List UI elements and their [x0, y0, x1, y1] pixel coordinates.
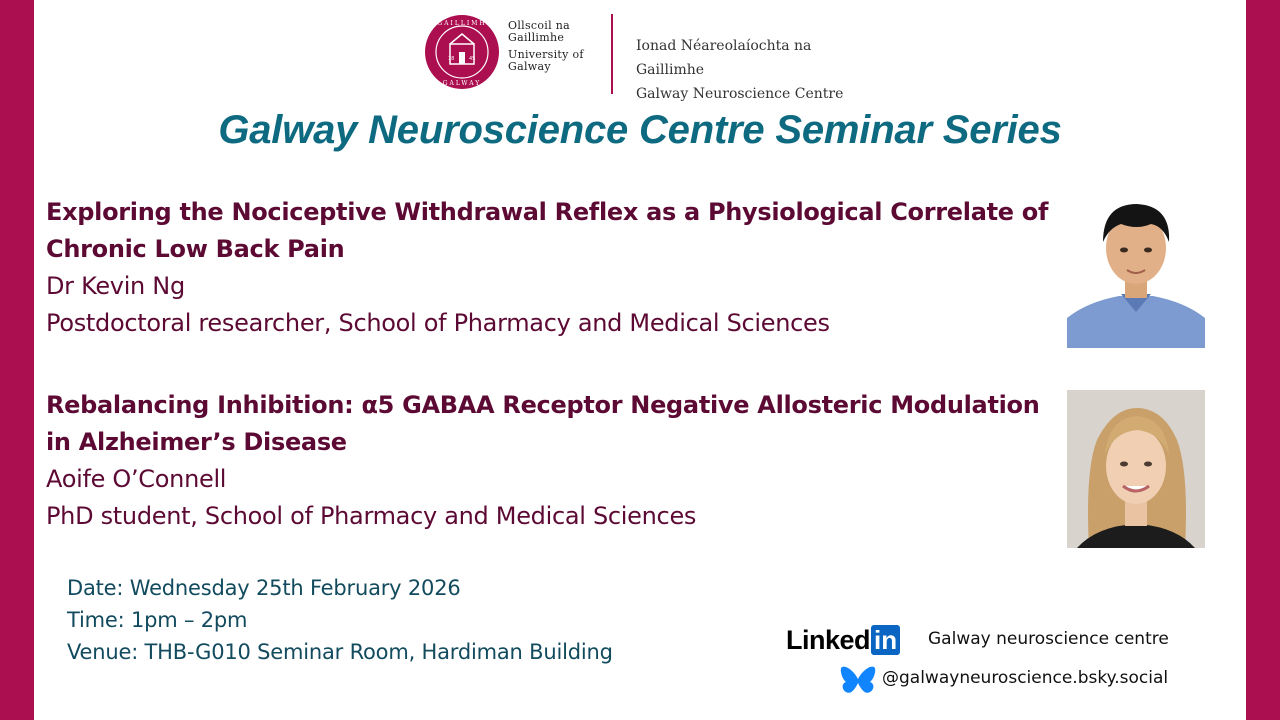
svg-text:18: 18 [448, 56, 455, 62]
social-links [786, 622, 1186, 702]
university-seal-icon [424, 14, 500, 90]
talk-title [46, 387, 1056, 461]
speaker-name: Aoife O’Connell [46, 465, 227, 493]
university-wordmark [508, 20, 598, 73]
talk-title-line-1: Rebalancing Inhibition: α5 GABAA Receptor Negative Allosteric Modulation [46, 391, 1040, 419]
svg-text:GAILLIMH: GAILLIMH [437, 20, 487, 27]
centre-name-irish: Ionad Néareolaíochta na Gaillimhe [636, 38, 812, 78]
bluesky-butterfly-icon[interactable] [840, 665, 876, 697]
linkedin-in-box: in [871, 625, 900, 655]
speaker-photo-kevin-ng [1067, 190, 1205, 348]
person-photo-icon [1067, 390, 1205, 548]
talk-1 [46, 194, 1056, 342]
header-divider [611, 14, 613, 94]
event-venue: Venue: THB-G010 Seminar Room, Hardiman Building [67, 640, 613, 664]
speaker-photo-aoife-oconnell [1067, 390, 1205, 548]
person-photo-icon [1067, 190, 1205, 348]
event-details [67, 572, 613, 668]
university-name-english: University of Galway [508, 48, 584, 74]
talk-title-line-2: Chronic Low Back Pain [46, 235, 345, 263]
centre-name [636, 34, 882, 106]
speaker-name: Dr Kevin Ng [46, 272, 185, 300]
linkedin-name[interactable]: Galway neuroscience centre [928, 629, 1169, 649]
talk-title-line-2: in Alzheimer’s Disease [46, 428, 347, 456]
talk-title-line-1: Exploring the Nociceptive Withdrawal Reflex as a Physiological Correlate of [46, 198, 1049, 226]
series-title: Galway Neuroscience Centre Seminar Series [218, 108, 1062, 152]
talk-title [46, 194, 1056, 268]
header-logo [422, 12, 882, 102]
svg-text:GALWAY: GALWAY [442, 80, 482, 87]
linkedin-icon[interactable] [786, 624, 900, 656]
talk-2 [46, 387, 1056, 535]
centre-name-english: Galway Neuroscience Centre [636, 86, 844, 102]
speaker-role: PhD student, School of Pharmacy and Medical Sciences [46, 502, 697, 530]
svg-text:45: 45 [469, 56, 476, 62]
speaker-role: Postdoctoral researcher, School of Pharmacy and Medical Sciences [46, 309, 830, 337]
slide [34, 0, 1246, 720]
event-date: Date: Wednesday 25th February 2026 [67, 576, 461, 600]
bluesky-handle[interactable]: @galwayneuroscience.bsky.social [882, 668, 1169, 688]
event-time: Time: 1pm – 2pm [67, 608, 248, 632]
linkedin-wordmark: Linked [786, 624, 871, 655]
university-name-irish: Ollscoil na Gaillimhe [508, 19, 570, 45]
